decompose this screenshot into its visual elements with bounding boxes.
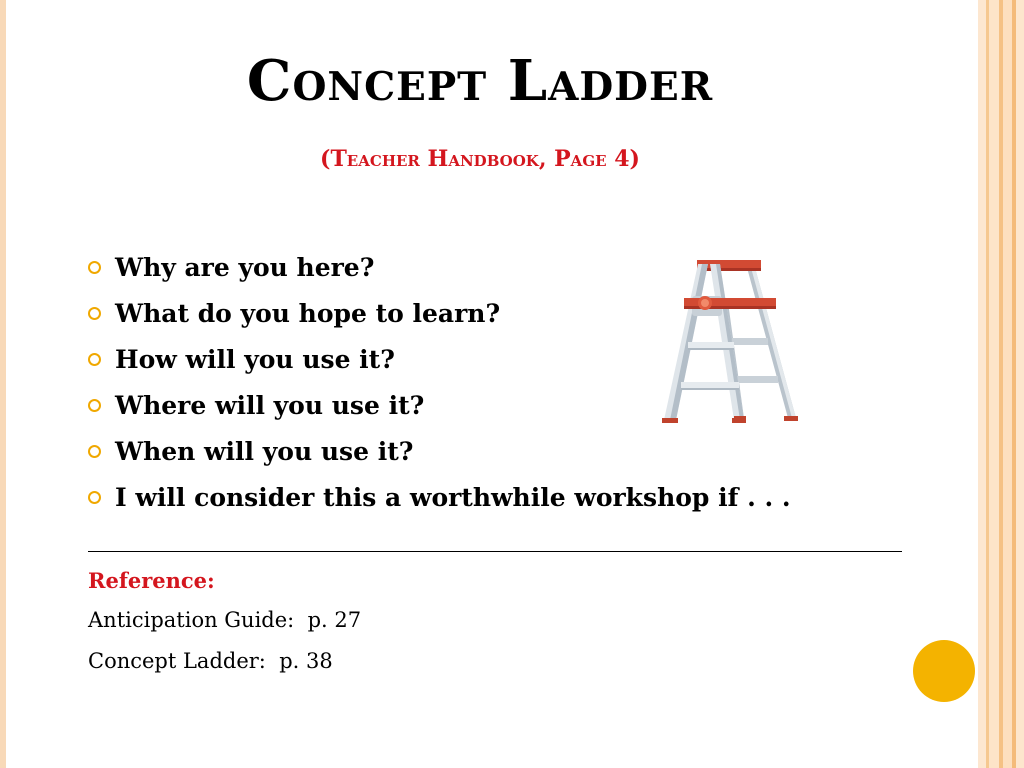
slide-title: Concept Ladder: [246, 48, 714, 114]
circle-bullet-icon: [88, 491, 101, 504]
left-border: [0, 0, 6, 768]
bullet-text: What do you hope to learn?: [115, 298, 501, 328]
reference-line: Anticipation Guide: p. 27: [88, 608, 362, 632]
orange-circle: [913, 640, 975, 702]
bullet-text: When will you use it?: [115, 436, 414, 466]
bullet-text: How will you use it?: [115, 344, 395, 374]
circle-bullet-icon: [88, 353, 101, 366]
circle-bullet-icon: [88, 261, 101, 274]
bullet-text: Why are you here?: [115, 252, 375, 282]
reference-heading: Reference:: [88, 568, 215, 593]
reference-line: Concept Ladder: p. 38: [88, 649, 333, 673]
bullet-text: I will consider this a worthwhile workshop if . . .: [115, 482, 791, 512]
circle-bullet-icon: [88, 445, 101, 458]
bullet-item: [88, 428, 791, 474]
slide-subtitle: (Teacher Handbook, Page 4): [320, 146, 640, 172]
circle-bullet-icon: [88, 307, 101, 320]
bullet-item: [88, 474, 791, 520]
circle-bullet-icon: [88, 399, 101, 412]
right-decorative-stripes: [978, 0, 1024, 768]
horizontal-rule: [88, 551, 902, 552]
bullet-text: Where will you use it?: [115, 390, 425, 420]
step-ladder-icon: [650, 250, 810, 430]
